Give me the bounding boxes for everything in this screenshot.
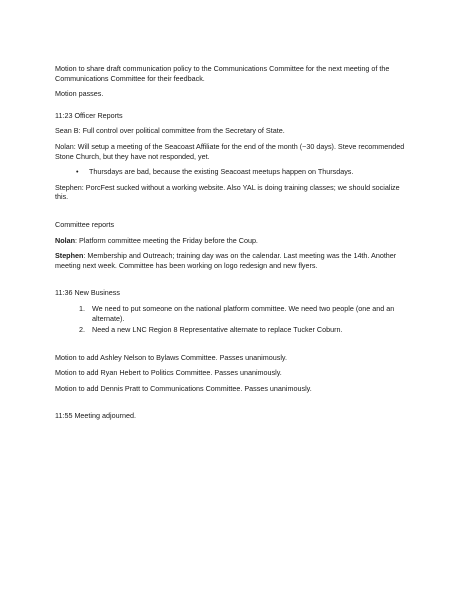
committee-report-nolan: [55, 236, 410, 246]
list-item: [76, 167, 410, 177]
officer-report-stephen: Stephen: PorcFest sucked without a working website. Also YAL is doing training classes; we should socialize this.: [55, 182, 400, 202]
motion-passes-text: Motion passes.: [55, 89, 104, 99]
motion-ryan: Motion to add Ryan Hebert to Politics Committee. Passes unanimously.: [55, 368, 282, 378]
speaker-name-stephen: Stephen: [55, 251, 84, 261]
list-item-text: Need a new LNC Region 8 Representative alternate to replace Tucker Coburn.: [92, 325, 343, 335]
officer-report-sean: Sean B: Full control over political committee from the Secretary of State.: [55, 126, 285, 136]
bullet-icon: •: [76, 167, 79, 177]
committee-reports-heading: Committee reports: [55, 219, 115, 229]
motion-ashley: Motion to add Ashley Nelson to Bylaws Committee. Passes unanimously.: [55, 352, 287, 362]
meeting-adjourned-text: 11:55 Meeting adjourned.: [55, 411, 136, 421]
speaker-name-nolan: Nolan: [55, 235, 75, 245]
officer-report-bullets: [55, 167, 410, 177]
new-business-list: [55, 304, 410, 335]
committee-report-nolan-text: : Platform committee meeting the Friday before the Coup.: [74, 235, 258, 245]
motion-policy-text: Motion to share draft communication policy to the Communications Committee for the next meeting of the Communications Committee for their feedback.: [55, 64, 390, 83]
list-item: [79, 325, 410, 335]
new-business-heading: 11:36 New Business: [55, 288, 120, 298]
officer-reports-heading: 11:23 Officer Reports: [55, 110, 123, 120]
list-item-text: We need to put someone on the national platform committee. We need two people (one and an alternate).: [92, 303, 395, 323]
officer-report-nolan: Nolan: Will setup a meeting of the Seacoast Affiliate for the end of the month (~30 days). Steve recommended Stone Church, but they have not responded, yet.: [55, 141, 405, 161]
committee-report-stephen: [55, 251, 410, 270]
motion-dennis: Motion to add Dennis Pratt to Communications Committee. Passes unanimously.: [55, 383, 312, 393]
list-number: 1.: [79, 303, 85, 313]
bullet-text: Thursdays are bad, because the existing Seacoast meetups happen on Thursdays.: [89, 167, 354, 177]
list-item: [79, 304, 410, 323]
committee-report-stephen-text: : Membership and Outreach; training day was on the calendar. Last meeting was the 14th. Another meeting next week. Committee has been working on logo redesign and new flyers.: [55, 251, 397, 270]
minutes-body: [55, 64, 410, 427]
list-number: 2.: [79, 325, 85, 335]
